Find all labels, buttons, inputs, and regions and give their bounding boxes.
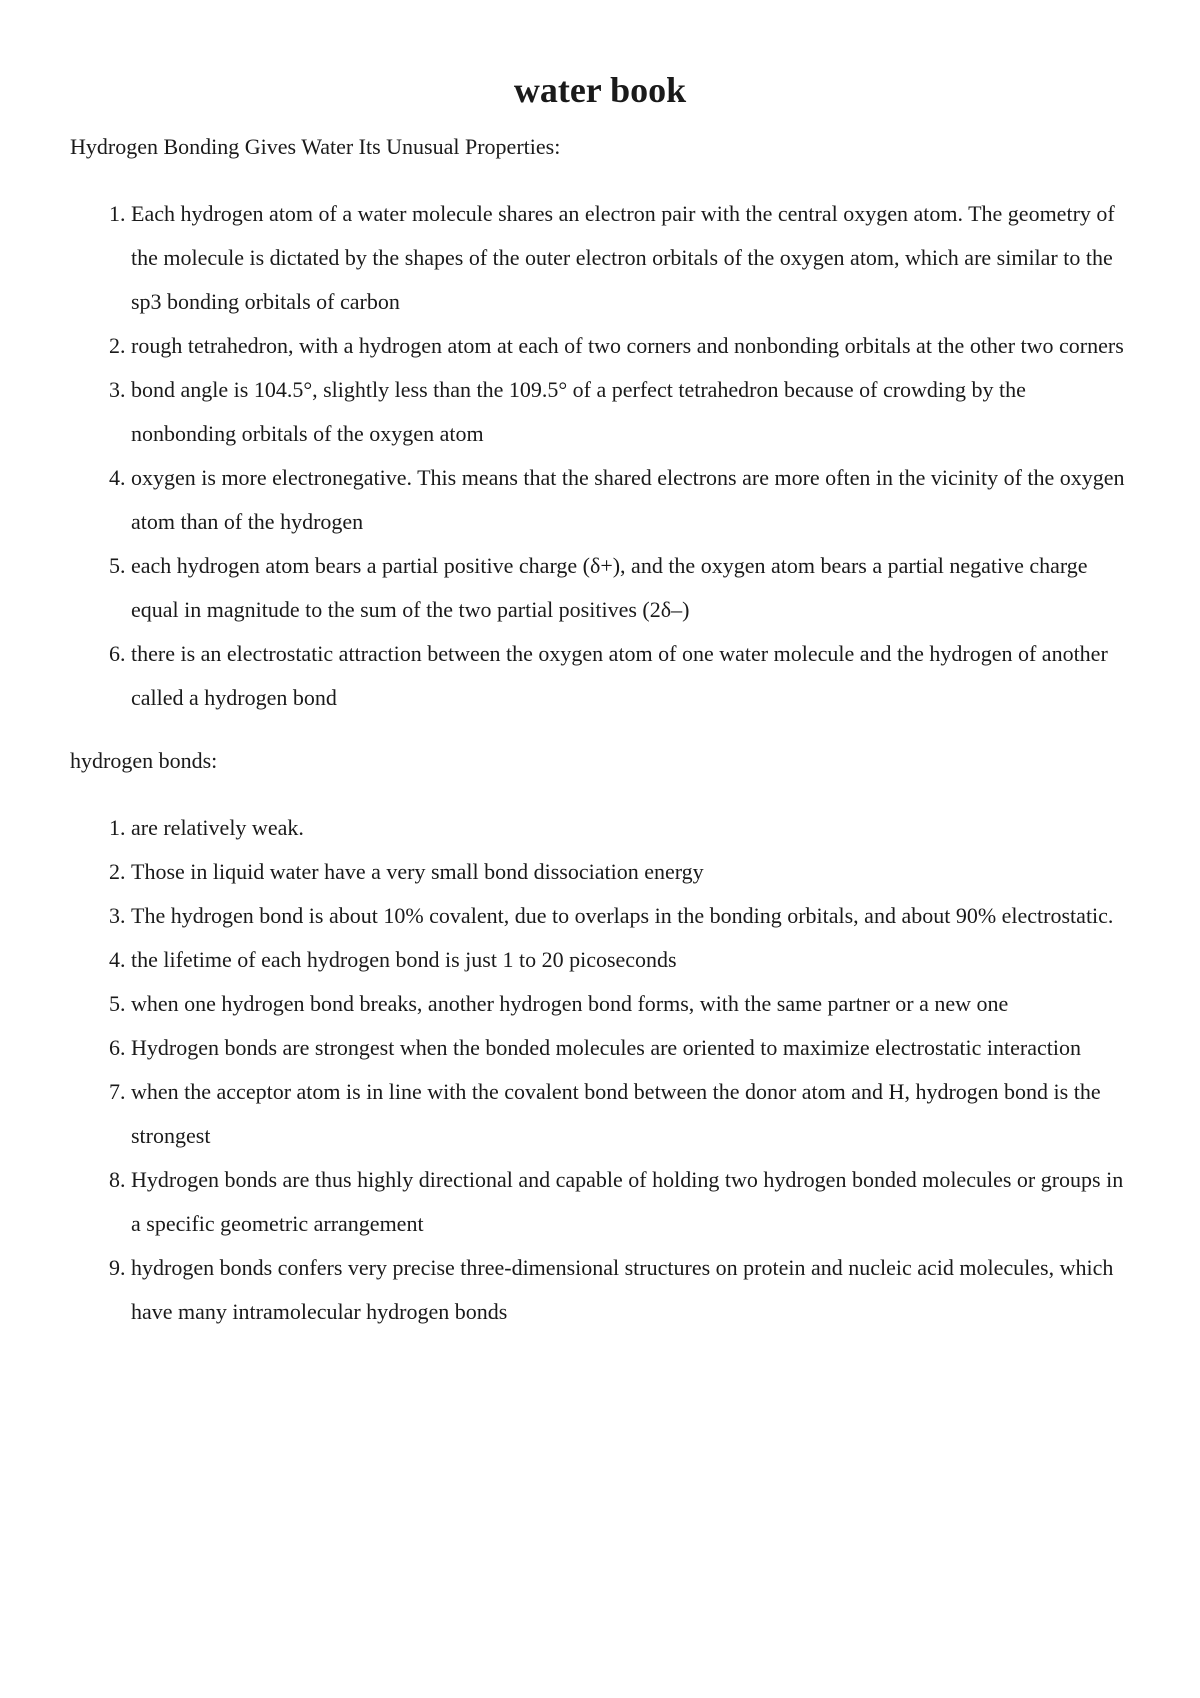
list-item: 6. Hydrogen bonds are strongest when the bonded molecules are oriented to maximize electrostatic interaction xyxy=(131,1026,1130,1070)
list-item: 7. when the acceptor atom is in line with the covalent bond between the donor atom and H, hydrogen bond is the strongest xyxy=(131,1070,1130,1158)
list-item: 4. the lifetime of each hydrogen bond is just 1 to 20 picoseconds xyxy=(131,938,1130,982)
list-item: 1. Each hydrogen atom of a water molecule shares an electron pair with the central oxygen atom. The geometry of the molecule is dictated by the shapes of the outer electron orbitals of the oxygen atom, which are similar to the sp3 bonding orbitals of carbon xyxy=(131,192,1130,324)
list-item: 1. are relatively weak. xyxy=(131,806,1130,850)
list-item: 3. bond angle is 104.5°, slightly less than the 109.5° of a perfect tetrahedron because of crowding by the nonbonding orbitals of the oxygen atom xyxy=(131,368,1130,456)
list-item: 3. The hydrogen bond is about 10% covalent, due to overlaps in the bonding orbitals, and about 90% electrostatic. xyxy=(131,894,1130,938)
list-item: 5. each hydrogen atom bears a partial positive charge (δ+), and the oxygen atom bears a partial negative charge equal in magnitude to the sum of the two partial positives (2δ–) xyxy=(131,544,1130,632)
section-heading-properties: Hydrogen Bonding Gives Water Its Unusual Properties: xyxy=(70,134,561,159)
hydrogen-bonds-list xyxy=(70,806,1130,1334)
properties-list xyxy=(70,192,1130,720)
list-item: 6. there is an electrostatic attraction between the oxygen atom of one water molecule and the hydrogen of another called a hydrogen bond xyxy=(131,632,1130,720)
list-item: 8. Hydrogen bonds are thus highly directional and capable of holding two hydrogen bonded molecules or groups in a specific geometric arrangement xyxy=(131,1158,1130,1246)
list-item: 2. rough tetrahedron, with a hydrogen atom at each of two corners and nonbonding orbitals at the other two corners xyxy=(131,324,1130,368)
document-title: water book xyxy=(513,70,687,110)
list-item: 2. Those in liquid water have a very small bond dissociation energy xyxy=(131,850,1130,894)
list-item: 9. hydrogen bonds confers very precise three-dimensional structures on protein and nucleic acid molecules, which have many intramolecular hydrogen bonds xyxy=(131,1246,1130,1334)
list-item: 4. oxygen is more electronegative. This means that the shared electrons are more often in the vicinity of the oxygen atom than of the hydrogen xyxy=(131,456,1130,544)
list-item: 5. when one hydrogen bond breaks, another hydrogen bond forms, with the same partner or a new one xyxy=(131,982,1130,1026)
section-heading-hydrogen-bonds: hydrogen bonds: xyxy=(70,748,218,773)
